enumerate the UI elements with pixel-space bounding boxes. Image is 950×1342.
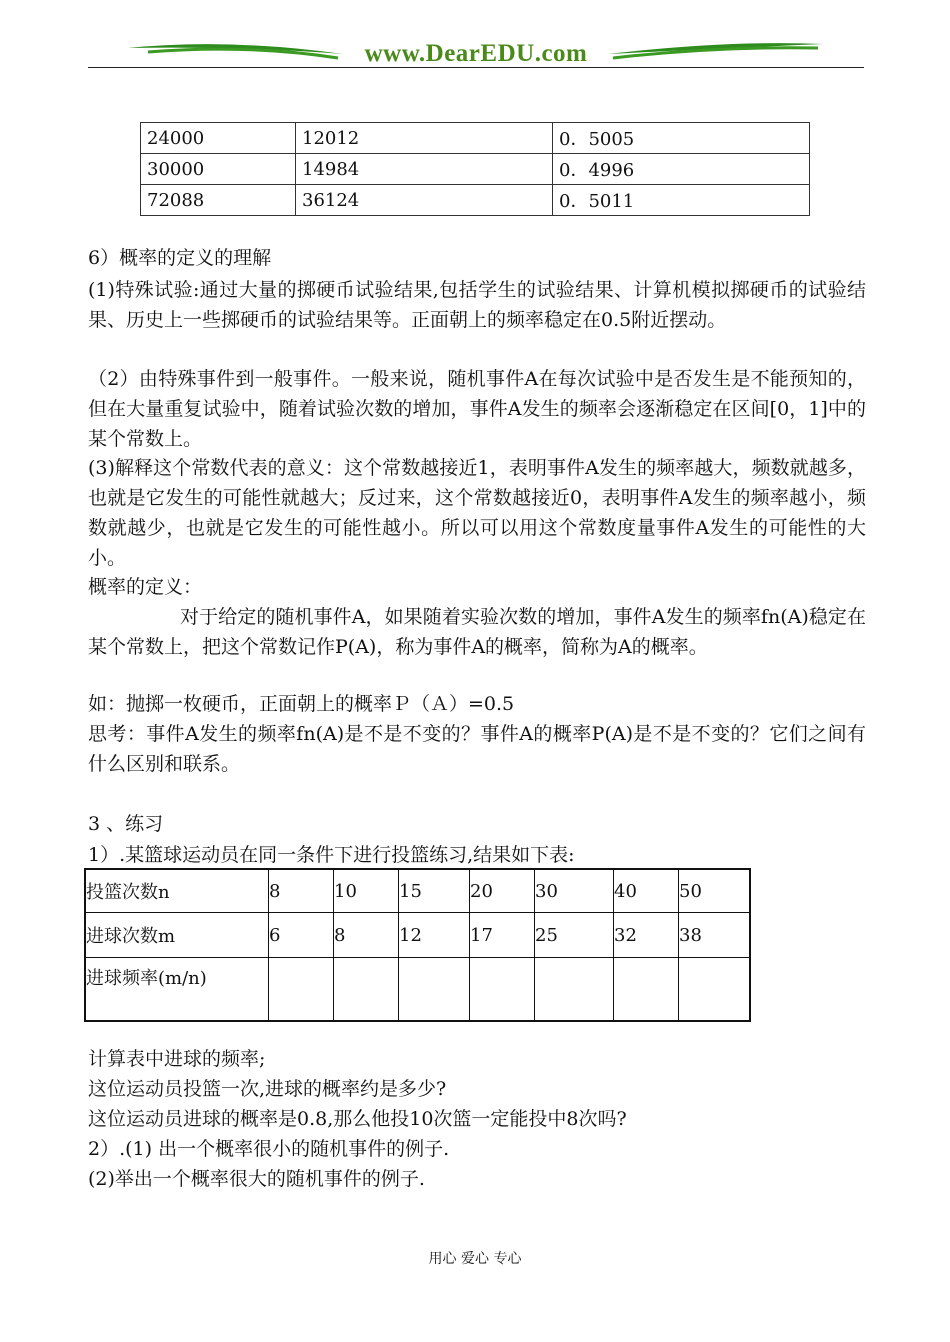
row-label: 进球次数m (85, 913, 269, 958)
table-cell: 20 (470, 869, 535, 913)
table-cell: 14984 (296, 154, 553, 185)
table-cell: 50 (679, 869, 751, 913)
table-cell-empty (334, 958, 399, 1022)
row-label: 投篮次数n (85, 869, 269, 913)
table-cell-empty (399, 958, 470, 1022)
row-label: 进球频率(m/n) (85, 958, 269, 1022)
definition-label: 概率的定义： (88, 576, 203, 598)
table-row (141, 123, 810, 154)
table-cell-empty (470, 958, 535, 1022)
table-cell: 36124 (296, 185, 553, 216)
table-cell: 10 (334, 869, 399, 913)
table-cell-empty (614, 958, 679, 1022)
practice-line: 这位运动员进球的概率是0.8,那么他投10次篮一定能投中8次吗? (88, 1108, 627, 1130)
practice-line: 2）.(1) 出一个概率很小的随机事件的例子. (88, 1138, 450, 1160)
table-row (85, 913, 750, 958)
table-cell: 30 (535, 869, 614, 913)
table-cell: 6 (269, 913, 334, 958)
page-header (88, 36, 864, 70)
table-cell: 15 (399, 869, 470, 913)
table-cell: 30000 (141, 154, 296, 185)
table-row (141, 154, 810, 185)
table-cell: 12 (399, 913, 470, 958)
table-cell: 17 (470, 913, 535, 958)
table-cell: 24000 (141, 123, 296, 154)
table-cell: 8 (269, 869, 334, 913)
table-cell: 38 (679, 913, 751, 958)
page-footer: 用心 爱心 专心 (428, 1251, 522, 1267)
paragraph-special-trial: (1)特殊试验:通过大量的掷硬币试验结果,包括学生的试验结果、计算机模拟掷硬币的试验结果、历史上一些掷硬币的试验结果等。正面朝上的频率稳定在0.5附近摆动。 (88, 279, 866, 331)
basketball-table (84, 868, 751, 1022)
table-cell: 40 (614, 869, 679, 913)
table-row (85, 958, 750, 1022)
example-line: 如：抛掷一枚硬币，正面朝上的概率Ｐ（Ａ）=0.5 (88, 693, 515, 715)
paragraph-constant-meaning: (3)解释这个常数代表的意义：这个常数越接近1，表明事件A发生的频率越大，频数就越多，也就是它发生的可能性就越大；反过来，这个常数越接近0，表明事件A发生的频率越小，频数就越少，也就是它发生的可能性越小。所以可以用这个常数度量事件A发生的可能性的大小。 (88, 457, 866, 569)
table-cell: 0．5011 (553, 185, 810, 216)
table-cell: 25 (535, 913, 614, 958)
table-row (141, 185, 810, 216)
table-row (85, 869, 750, 913)
practice-line: 计算表中进球的频率; (88, 1048, 266, 1070)
table-cell-empty (535, 958, 614, 1022)
table-cell-empty (269, 958, 334, 1022)
practice-line: 这位运动员投篮一次,进球的概率约是多少? (88, 1078, 447, 1100)
table-cell-empty (679, 958, 751, 1022)
table-cell: 8 (334, 913, 399, 958)
table-cell: 72088 (141, 185, 296, 216)
practice-question-1: 1）.某篮球运动员在同一条件下进行投篮练习,结果如下表: (88, 844, 575, 866)
table-cell: 0．4996 (553, 154, 810, 185)
think-question: 思考：事件A发生的频率fn(A)是不是不变的？事件A的概率P(A)是不是不变的？它们之间有什么区别和联系。 (88, 723, 866, 775)
paragraph-general-event: （2）由特殊事件到一般事件。一般来说，随机事件A在每次试验中是否发生是不能预知的，但在大量重复试验中，随着试验次数的增加，事件A发生的频率会逐渐稳定在区间[0，1]中的某个常数上。 (88, 368, 866, 450)
table-cell: 0．5005 (553, 123, 810, 154)
table-cell: 32 (614, 913, 679, 958)
practice-title: 3 、练习 (88, 813, 164, 835)
top-frequency-table (140, 122, 810, 216)
section-title: 6）概率的定义的理解 (88, 247, 272, 269)
table-cell: 12012 (296, 123, 553, 154)
definition-text: 对于给定的随机事件A，如果随着实验次数的增加，事件A发生的频率fn(A)稳定在某个常数上，把这个常数记作P(A)，称为事件A的概率，简称为A的概率。 (88, 606, 866, 658)
practice-line: (2)举出一个概率很大的随机事件的例子. (88, 1168, 425, 1190)
site-logo-text: www.DearEDU.com (364, 40, 588, 67)
header-rule (88, 67, 864, 68)
